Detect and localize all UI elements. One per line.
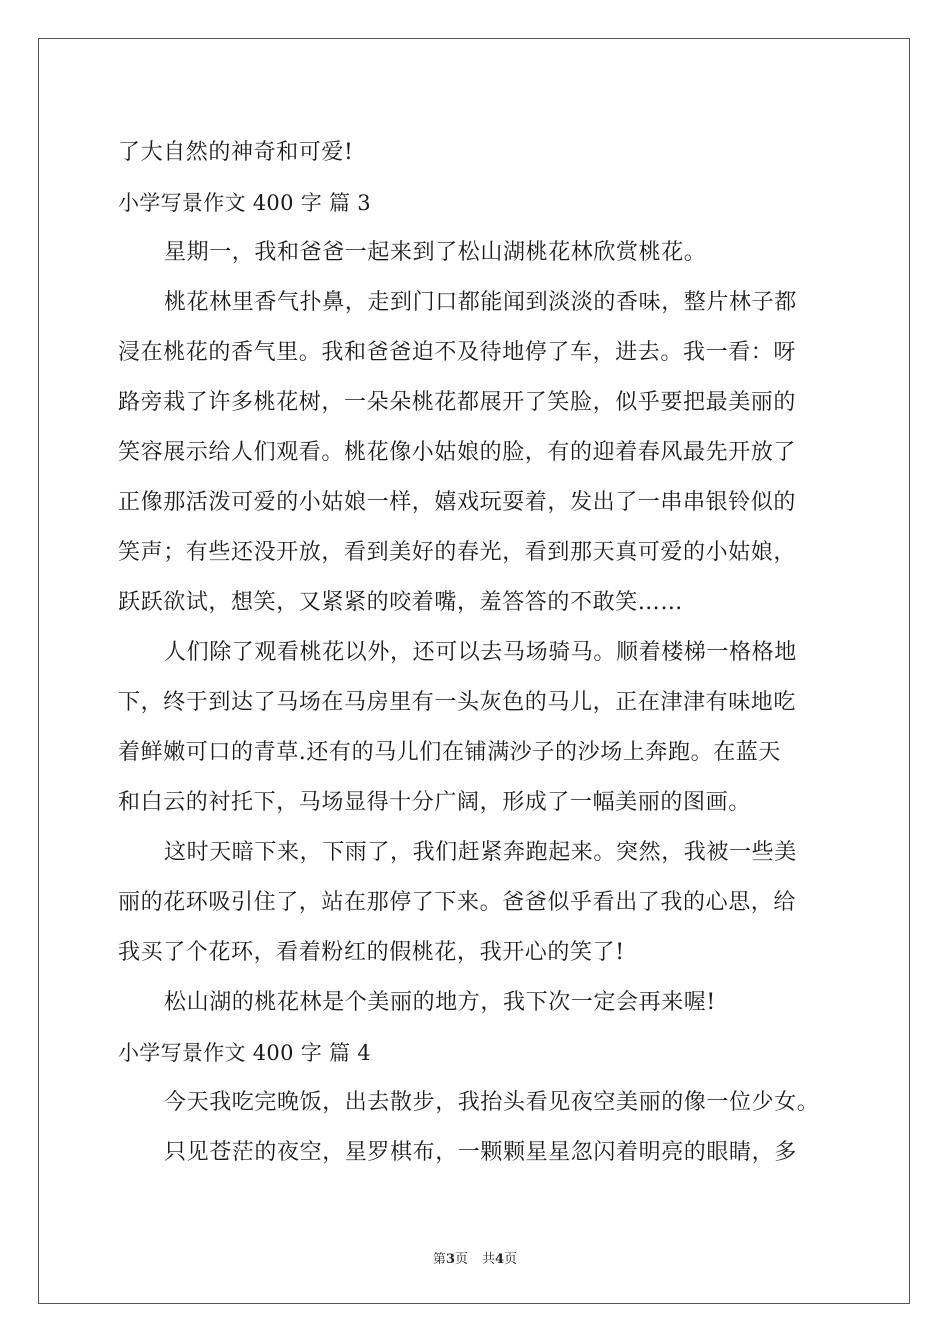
page-current: 3 — [445, 1252, 455, 1267]
page-footer — [0, 1248, 950, 1267]
paragraph-line: 桃花林里香气扑鼻，走到门口都能闻到淡淡的香味，整片林子都 — [164, 290, 797, 315]
paragraph-line: 丽的花环吸引住了，站在那停了下来。爸爸似乎看出了我的心思，给 — [118, 890, 797, 915]
paragraph-line: 下，终于到达了马场在马房里有一头灰色的马儿，正在津津有味地吃 — [118, 690, 797, 715]
paragraph-line: 和白云的衬托下，马场显得十分广阔，形成了一幅美丽的图画。 — [118, 790, 751, 815]
paragraph-line: 这时天暗下来，下雨了，我们赶紧奔跑起来。突然，我被一些美 — [164, 840, 797, 865]
paragraph-line: 笑容展示给人们观看。桃花像小姑娘的脸，有的迎着春风最先开放了 — [118, 440, 797, 465]
paragraph-line: 今天我吃完晚饭，出去散步，我抬头看见夜空美丽的像一位少女。 — [164, 1090, 820, 1115]
total-prefix: 共 — [482, 1252, 496, 1267]
paragraph-line: 着鲜嫩可口的青草.还有的马儿们在铺满沙子的沙场上奔跑。在蓝天 — [118, 740, 781, 765]
section-heading: 小学写景作文 400 字 篇 4 — [118, 1041, 371, 1065]
paragraph-line: 只见苍茫的夜空，星罗棋布，一颗颗星星忽闪着明亮的眼睛，多 — [164, 1140, 797, 1165]
paragraph-line: 笑声；有些还没开放，看到美好的春光，看到那天真可爱的小姑娘， — [118, 540, 797, 565]
paragraph-line: 跃跃欲试，想笑，又紧紧的咬着嘴，羞答答的不敢笑…… — [118, 590, 684, 615]
page-prefix: 第 — [432, 1252, 446, 1267]
page-total: 4 — [495, 1252, 505, 1267]
paragraph-line: 松山湖的桃花林是个美丽的地方，我下次一定会再来喔! — [164, 990, 716, 1015]
paragraph-line: 我买了个花环，看着粉红的假桃花，我开心的笑了! — [118, 940, 625, 965]
document-body — [118, 128, 838, 1178]
paragraph-line: 正像那活泼可爱的小姑娘一样，嬉戏玩耍着，发出了一串串银铃似的 — [118, 490, 797, 515]
paragraph-line: 星期一，我和爸爸一起来到了松山湖桃花林欣赏桃花。 — [164, 240, 707, 265]
section-heading: 小学写景作文 400 字 篇 3 — [118, 191, 371, 215]
paragraph-line: 了大自然的神奇和可爱! — [118, 140, 354, 165]
paragraph-line: 人们除了观看桃花以外，还可以去马场骑马。顺着楼梯一格格地 — [164, 640, 797, 665]
total-suffix: 页 — [504, 1252, 518, 1267]
paragraph-line: 浸在桃花的香气里。我和爸爸迫不及待地停了车，进去。我一看：呀 — [118, 340, 797, 365]
page-suffix: 页 — [454, 1252, 468, 1267]
paragraph-line: 路旁栽了许多桃花树，一朵朵桃花都展开了笑脸，似乎要把最美丽的 — [118, 390, 797, 415]
